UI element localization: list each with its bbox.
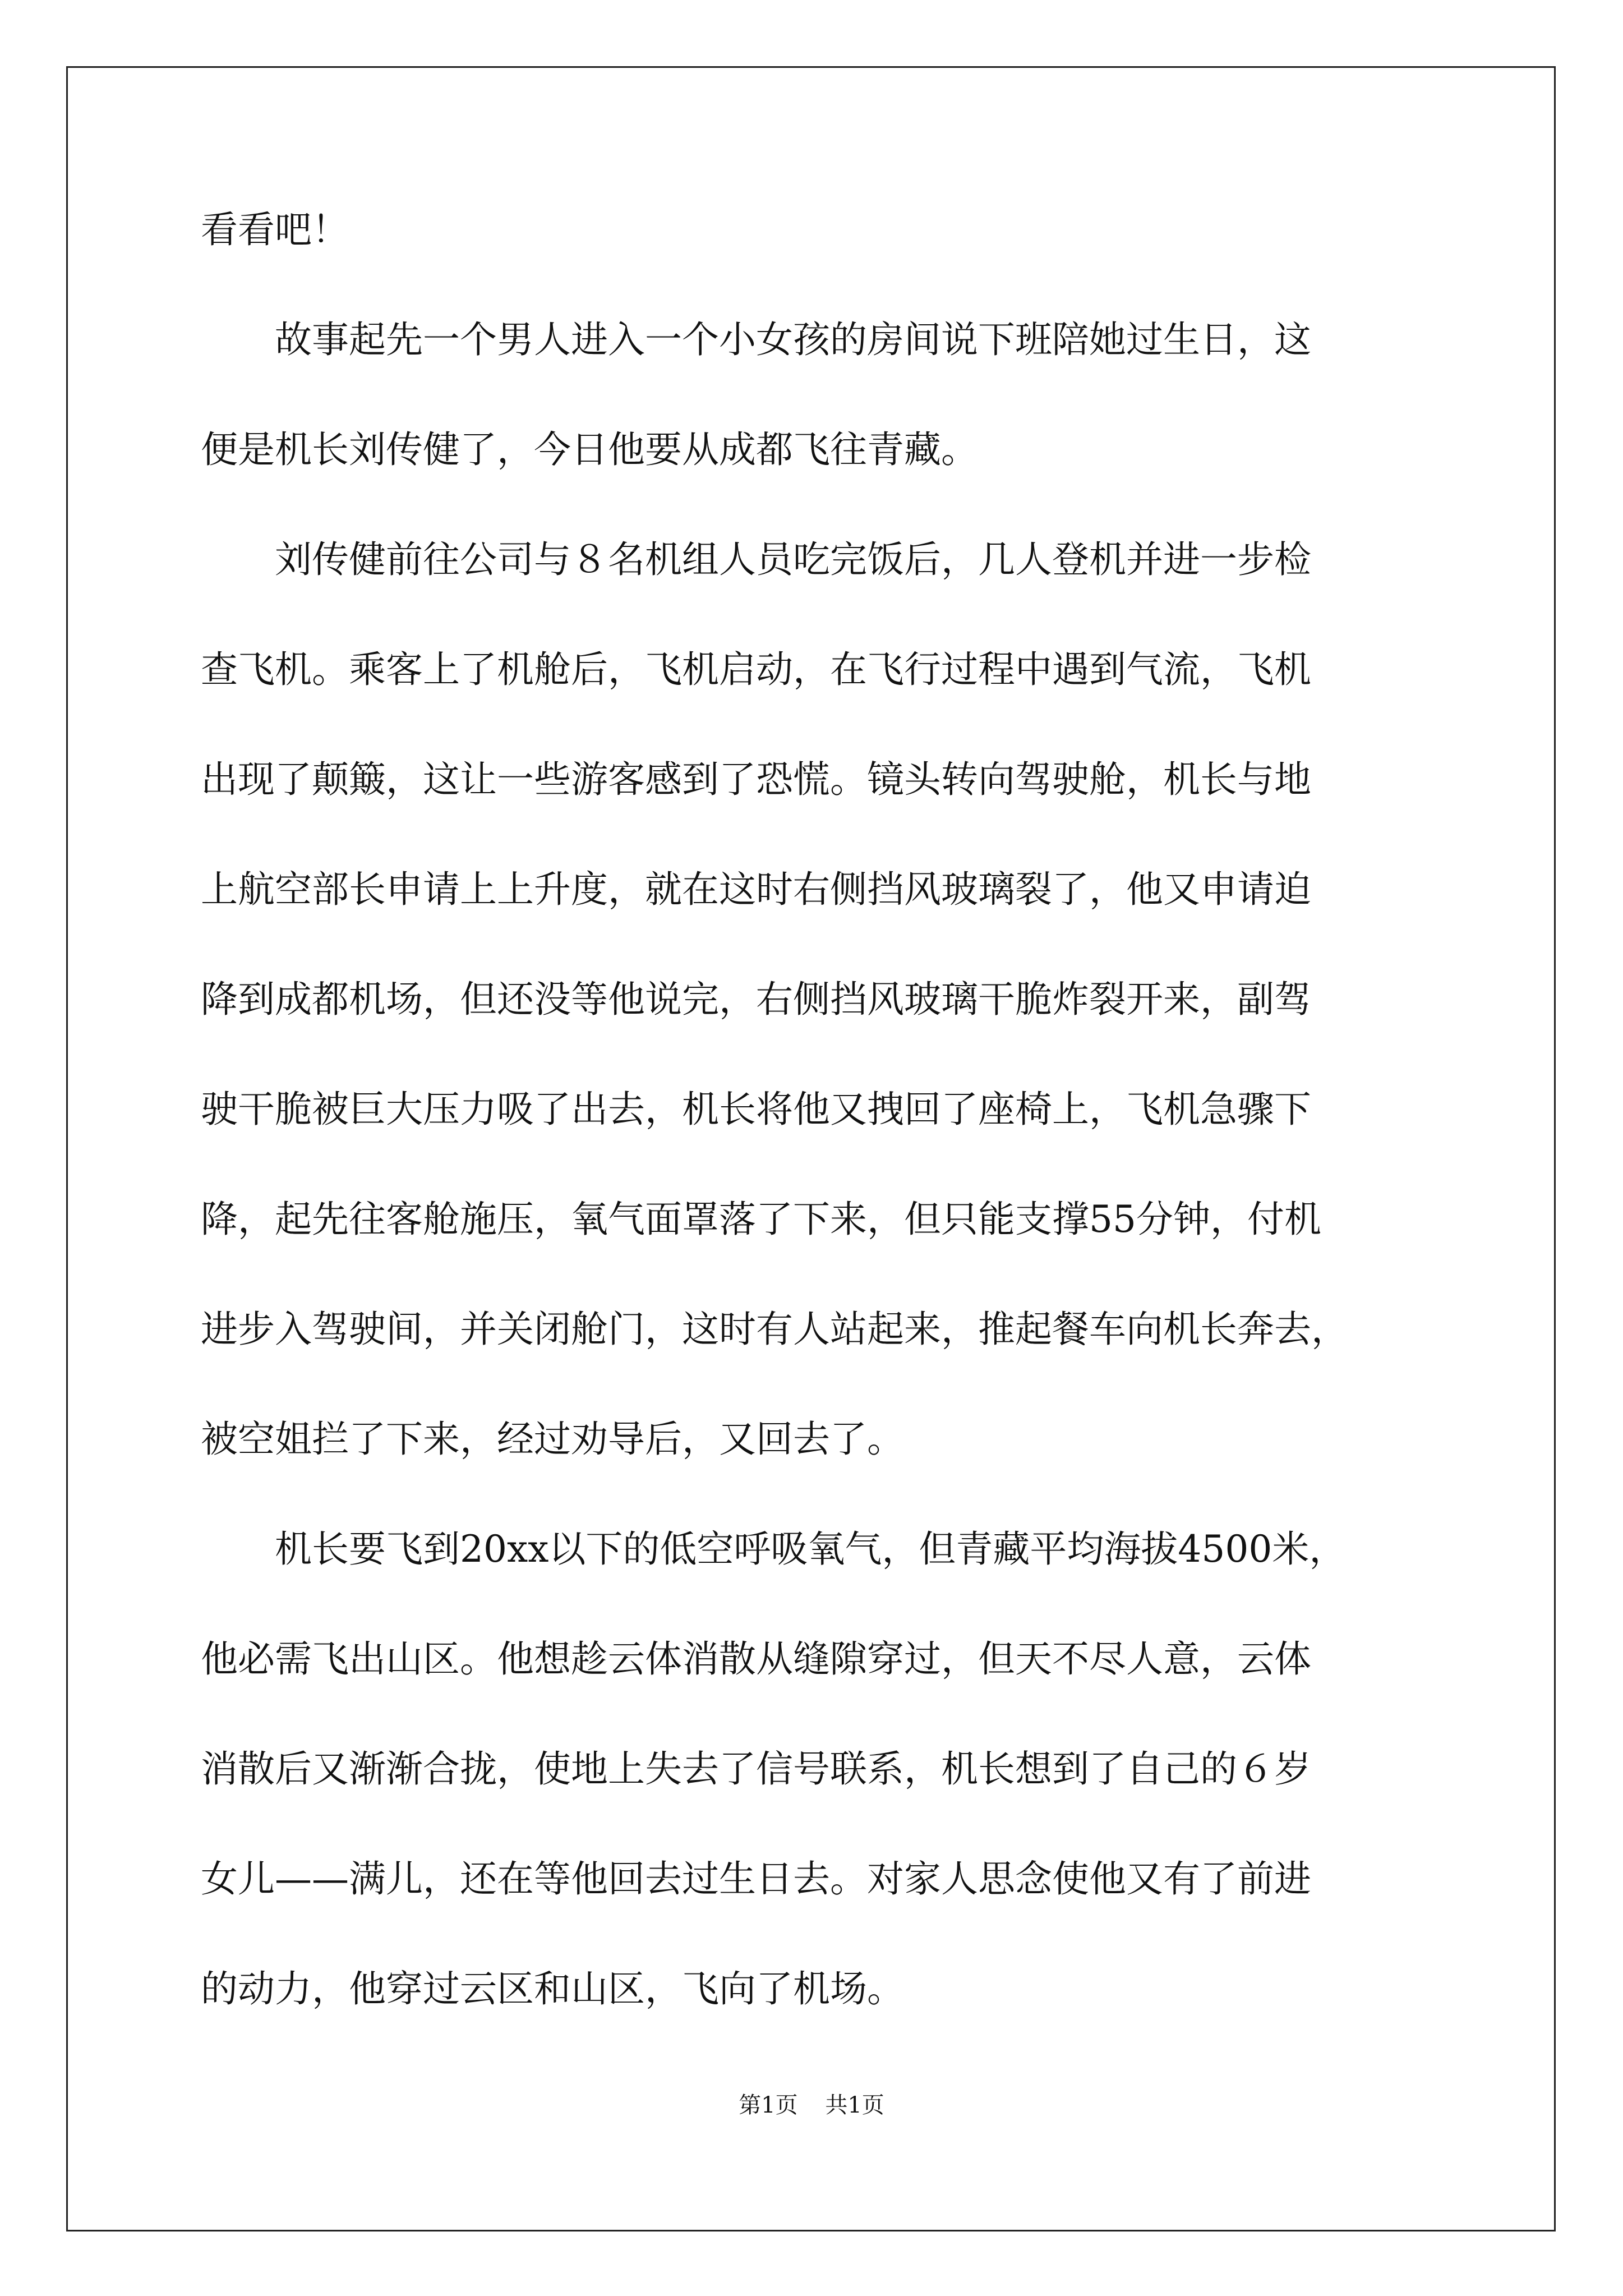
text-line: 便是机长刘传健了，今日他要从成都飞往青藏。 xyxy=(201,428,978,471)
text-line: 看看吧！ xyxy=(201,208,349,251)
text-line: 进步入驾驶间，并关闭舱门，这时有人站起来，推起餐车向机长奔去， xyxy=(201,1308,1348,1351)
text-line: 他必需飞出山区。他想趁云体消散从缝隙穿过，但天不尽人意，云体 xyxy=(201,1637,1311,1681)
page-footer xyxy=(0,2091,1623,2119)
text-line: 驶干脆被巨大压力吸了出去，机长将他又拽回了座椅上，飞机急骤下 xyxy=(201,1088,1311,1131)
page-number: 第1页 xyxy=(739,2092,798,2118)
text-line: 刘传健前往公司与８名机组人员吃完饭后，几人登机并进一步检 xyxy=(201,538,1311,581)
text-line: 降到成都机场，但还没等他说完，右侧挡风玻璃干脆炸裂开来，副驾 xyxy=(201,978,1311,1021)
text-line: 的动力，他穿过云区和山区，飞向了机场。 xyxy=(201,1967,904,2010)
text-line: 消散后又渐渐合拢，使地上失去了信号联系，机长想到了自己的６岁 xyxy=(201,1747,1311,1791)
text-line: 女儿——满儿，还在等他回去过生日去。对家人思念使他又有了前进 xyxy=(201,1857,1311,1901)
text-line: 故事起先一个男人进入一个小女孩的房间说下班陪她过生日，这 xyxy=(201,318,1311,361)
text-line: 出现了颠簸，这让一些游客感到了恐慌。镜头转向驾驶舱，机长与地 xyxy=(201,758,1311,801)
page-total: 共1页 xyxy=(825,2092,884,2118)
text-line: 查飞机。乘客上了机舱后，飞机启动，在飞行过程中遇到气流，飞机 xyxy=(201,648,1311,691)
page-border xyxy=(66,66,1556,2231)
text-line: 降，起先往客舱施压，氧气面罩落了下来，但只能支撑55分钟，付机 xyxy=(201,1198,1321,1241)
text-line: 机长要飞到20xx以下的低空呼吸氧气，但青藏平均海拔4500米， xyxy=(201,1527,1347,1571)
text-line: 被空姐拦了下来，经过劝导后，又回去了。 xyxy=(201,1418,904,1461)
text-line: 上航空部长申请上上升度，就在这时右侧挡风玻璃裂了，他又申请迫 xyxy=(201,868,1311,911)
